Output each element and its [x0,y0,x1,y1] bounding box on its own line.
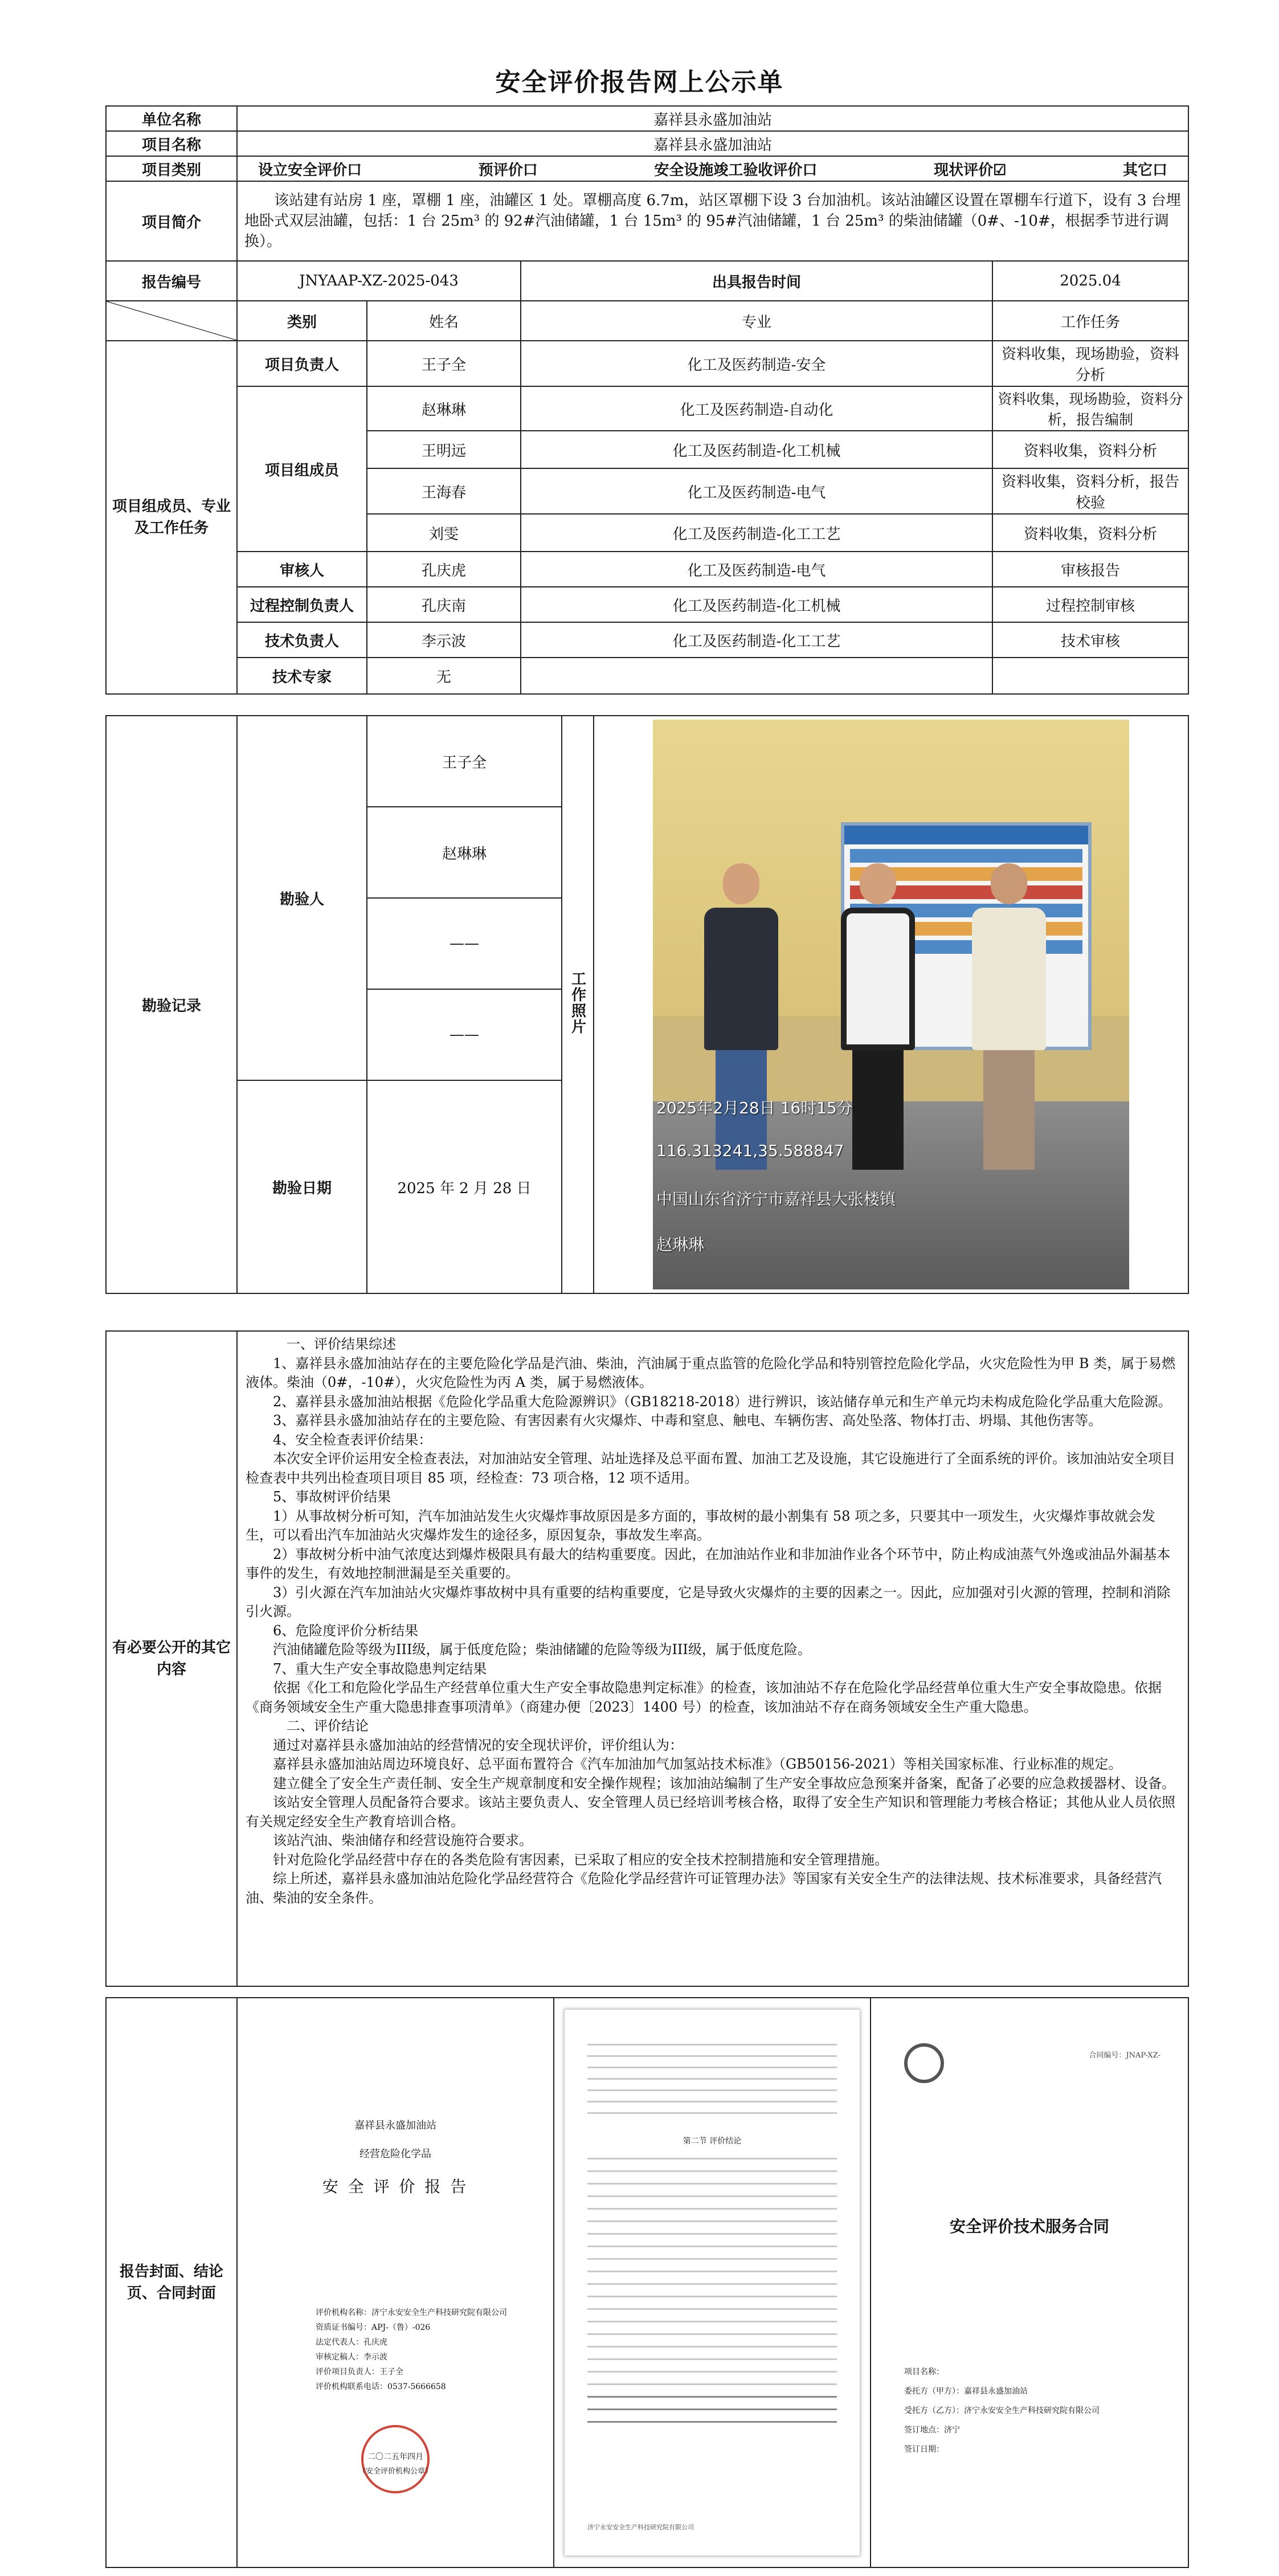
cover-info-line: 资质证书编号：APJ-（鲁）-026 [316,2323,431,2332]
survey-date: 2025 年 2 月 28 日 [367,1080,562,1293]
surveyor-name: —— [367,898,562,989]
survey-section-label: 勘验记录 [106,716,237,1293]
contract-field: 签订日期： [904,2445,944,2454]
project-intro: 该站建有站房 1 座，罩棚 1 座，油罐区 1 处。罩棚高度 6.7m，站区罩棚下设 3 台加油机。该站油罐区设置在罩棚车行道下，设有 3 台埋地卧式双层油罐，包括：1 台 25m³ 的 92#汽油储罐，1 台 15m³ 的 95#汽油储罐，1 台 25m³ 的柴油储罐（0#、-10#，根据季节进行调换）。 [237,181,1188,261]
survey-table [105,715,1189,1294]
cover-info-line: 审核定稿人：李示波 [316,2353,387,2362]
unit-name-label: 单位名称 [106,106,237,131]
member-task: 过程控制审核 [992,587,1188,622]
disclosure-paragraph: 汽油储罐危险等级为III级，属于低度危险；柴油储罐的危险等级为III级，属于低度危险。 [273,1642,811,1658]
member-name: 王明远 [367,431,521,468]
disclosure-content [237,1331,1188,1986]
disclosure-paragraph: 1、嘉祥县永盛加油站存在的主要危险化学品是汽油、柴油，汽油属于重点监管的危险化学品和特别管控危险化学品，火灾危险性为甲 B 类，属于易燃液体。柴油（0#，-10#），火灾危险性为丙 A 类，属于易燃液体。 [246,1355,1176,1390]
issue-time: 2025.04 [992,261,1188,301]
member-major: 化工及医药制造-化工工艺 [521,514,992,552]
member-category: 过程控制负责人 [237,587,367,622]
contract-field: 委托方（甲方）：嘉祥县永盛加油站 [904,2387,1028,2396]
disclosure-paragraph: 建立健全了安全生产责任制、安全生产规章制度和安全操作规程；该加油站编制了生产安全事故应急预案并备案，配备了必要的应急救援器材、设备。 [273,1775,1175,1791]
member-name: 王海春 [367,468,521,514]
contract-cover-page [881,2009,1178,2556]
cover-sub: 经营危险化学品 [359,2148,431,2160]
member-task: 资料收集，资料分析，报告校验 [992,468,1188,514]
member-name: 孔庆虎 [367,552,521,587]
photo-label-cell [562,716,594,1293]
header-category: 类别 [237,301,367,341]
member-category: 审核人 [237,552,367,587]
photo-stamp-coords: 116.313241,35.588847 [656,1141,844,1160]
disclosure-heading: 一、评价结果综述 [287,1336,396,1352]
photo-cell [594,716,1188,1293]
member-category: 技术负责人 [237,622,367,658]
cover-info-line: 评价机构名称：济宁永安安全生产科技研究院有限公司 [316,2308,507,2317]
member-name: 刘雯 [367,514,521,552]
report-no: JNYAAP-XZ-2025-043 [237,261,521,301]
contract-no: 合同编号：JNAP-XZ- [1089,2051,1161,2060]
report-cover-cell [237,1998,554,2567]
work-photo [653,720,1129,1289]
photo-stamp-datetime: 2025年2月28日 16时15分 [656,1099,853,1117]
member-name: 李示波 [367,622,521,658]
cover-title: 安 全 评 价 报 告 [322,2177,469,2196]
member-major: 化工及医药制造-电气 [521,552,992,587]
disclosure-table [105,1330,1189,1987]
surveyor-label: 勘验人 [237,716,367,1080]
type-option-other: 其它口 [1123,161,1168,179]
disclosure-paragraph: 5、事故树评价结果 [273,1489,391,1505]
info-table [105,105,1189,695]
page-title: 安全评价报告网上公示单 [495,68,784,97]
member-task: 资料收集，资料分析 [992,431,1188,468]
type-option-establish: 设立安全评价口 [258,161,362,179]
conclusion-footer: 济宁永安安全生产科技研究院有限公司 [587,2524,694,2531]
member-name: 无 [367,658,521,694]
disclosure-paragraph: 针对危险化学品经营中存在的各类危险有害因素，已采取了相应的安全技术控制措施和安全管理措施。 [273,1851,888,1868]
contract-field: 签订地点：济宁 [904,2426,960,2435]
surveyor-name: 赵琳琳 [367,807,562,898]
company-logo [904,2043,944,2083]
disclosure-paragraph: 嘉祥县永盛加油站周边环境良好、总平面布置符合《汽车加油加气加氢站技术标准》（GB50156-2021）等相关国家标准、行业标准的规定。 [273,1756,1122,1772]
project-name-label: 项目名称 [106,131,237,156]
project-type-options [237,156,1188,181]
person-figure [841,863,915,1170]
contract-field: 受托方（乙方）：济宁永安安全生产科技研究院有限公司 [904,2406,1100,2415]
member-major: 化工及医药制造-安全 [521,341,992,386]
contract-fields [904,2362,1100,2459]
disclosure-paragraph: 7、重大生产安全事故隐患判定结果 [273,1660,487,1677]
member-task: 资料收集，现场勘验，资料分析 [992,341,1188,386]
member-major [521,658,992,694]
cover-unit: 嘉祥县永盛加油站 [354,2120,436,2132]
disclosure-paragraph: 该站安全管理人员配备符合要求。该站主要负责人、安全管理人员已经培训考核合格，取得了安全生产知识和管理能力考核合格证；其他从业人员依照有关规定经安全生产教育培训合格。 [246,1794,1175,1830]
report-no-label: 报告编号 [106,261,237,301]
disclosure-paragraph: 通过对嘉祥县永盛加油站的经营情况的安全现状评价，评价组认为： [273,1737,683,1753]
conclusion-page-cell [554,1998,871,2567]
unit-name: 嘉祥县永盛加油站 [237,106,1188,131]
member-name: 王子全 [367,341,521,386]
member-task: 审核报告 [992,552,1188,587]
disclosure-paragraph: 依据《化工和危险化学品生产经营单位重大生产安全事故隐患判定标准》的检查，该加油站不存在危险化学品经营单位重大生产安全事故隐患。依据《商务领域安全生产重大隐患排查事项清单》（商建办便〔2023〕1400 号）的检查，该加油站不存在商务领域安全生产重大隐患。 [246,1680,1162,1715]
cover-date: 二〇二五年四月 [367,2452,423,2461]
report-cover-page [247,2009,544,2556]
disclosure-section-label: 有必要公开的其它内容 [106,1331,237,1986]
photo-label: 工作照片 [569,970,586,1035]
member-category: 项目组成员 [237,386,367,552]
project-name: 嘉祥县永盛加油站 [237,131,1188,156]
cover-info [316,2305,507,2394]
members-section-label: 项目组成员、专业及工作任务 [106,341,237,694]
disclosure-paragraph: 综上所述，嘉祥县永盛加油站危险化学品经营符合《危险化学品经营许可证管理办法》等国家有关安全生产的法律法规、技术标准要求，具备经营汽油、柴油的安全条件。 [246,1871,1162,1906]
disclosure-paragraph: 4、安全检查表评价结果： [273,1431,432,1448]
header-major: 专业 [521,301,992,341]
member-category: 技术专家 [237,658,367,694]
member-task [992,658,1188,694]
intro-label: 项目简介 [106,181,237,261]
surveyor-name: —— [367,989,562,1080]
conclusion-heading: 第二节 评价结论 [683,2137,742,2146]
disclosure-paragraph: 3）引火源在汽车加油站火灾爆炸事故树中具有重要的结构重要度，它是导致火灾爆炸的主要的因素之一。因此，应加强对引火源的管理，控制和消除引火源。 [246,1584,1171,1619]
type-option-current: 现状评价☑ [934,161,1007,179]
member-name: 孔庆南 [367,587,521,622]
member-major: 化工及医药制造-化工机械 [521,587,992,622]
surveyor-name: 王子全 [367,716,562,807]
type-option-pre: 预评价口 [478,161,538,179]
header-name: 姓名 [367,301,521,341]
member-major: 化工及医药制造-化工工艺 [521,622,992,658]
cover-seal-text: （安全评价机构公章） [358,2467,432,2476]
cover-info-line: 评价项目负责人：王子全 [316,2367,403,2377]
survey-date-label: 勘验日期 [237,1080,367,1293]
person-figure [972,863,1046,1170]
cover-section-label: 报告封面、结论页、合同封面 [106,1998,237,2567]
cover-info-line: 法定代表人：孔庆虎 [316,2338,387,2347]
disclosure-paragraph: 2、嘉祥县永盛加油站根据《危险化学品重大危险源辨识》（GB18218-2018）进行辨识，该站储存单元和生产单元均未构成危险化学品重大危险源。 [273,1393,1172,1410]
disclosure-paragraph: 6、危险度评价分析结果 [273,1622,419,1639]
member-major: 化工及医药制造-电气 [521,468,992,514]
photo-stamp-operator: 赵琳琳 [656,1235,705,1254]
project-type-label: 项目类别 [106,156,237,181]
disclosure-paragraph: 3、嘉祥县永盛加油站存在的主要危险、有害因素有火灾爆炸、中毒和窒息、触电、车辆伤害、高处坠落、物体打击、坍塌、其他伤害等。 [273,1412,1102,1428]
conclusion-page [564,2009,860,2556]
member-major: 化工及医药制造-自动化 [521,386,992,431]
disclosure-paragraph: 本次安全评价运用安全检查表法，对加油站安全管理、站址选择及总平面布置、加油工艺及设施，其它设施进行了全面系统的评价。该加油站安全项目检查表中共列出检查项目项目 85 项，经检查：73 项合格，12 项不适用。 [246,1451,1175,1486]
member-task: 技术审核 [992,622,1188,658]
disclosure-paragraph: 该站汽油、柴油储存和经营设施符合要求。 [273,1832,533,1848]
issue-time-label: 出具报告时间 [521,261,992,301]
header-task: 工作任务 [992,301,1188,341]
diagonal-header-cell [106,301,237,341]
member-name: 赵琳琳 [367,386,521,431]
member-task: 资料收集，现场勘验，资料分析，报告编制 [992,386,1188,431]
person-figure [704,863,778,1170]
photo-stamp-location: 中国山东省济宁市嘉祥县大张楼镇 [656,1190,896,1209]
member-major: 化工及医药制造-化工机械 [521,431,992,468]
type-option-acceptance: 安全设施竣工验收评价口 [654,161,818,179]
disclosure-paragraph: 2）事故树分析中油气浓度达到爆炸极限具有最大的结构重要度。因此，在加油站作业和非加油作业各个环节中，防止构成油蒸气外逸或油品外漏基本事件的发生，有效地控制泄漏是至关重要的。 [246,1546,1171,1581]
contract-title: 安全评价技术服务合同 [949,2217,1109,2236]
contract-cover-cell [871,1998,1188,2567]
contract-field: 项目名称： [904,2367,944,2377]
cover-info-line: 评价机构联系电话：0537-5666658 [316,2382,446,2391]
member-task: 资料收集，资料分析 [992,514,1188,552]
cover-table [105,1997,1189,2568]
disclosure-paragraph: 1）从事故树分析可知，汽车加油站发生火灾爆炸事故原因是多方面的，事故树的最小割集有 58 项之多，只要其中一项发生，火灾爆炸事故就会发生，可以看出汽车加油站火灾爆炸发生的途径多，原因复杂，事故发生率高。 [246,1508,1156,1543]
disclosure-heading: 二、评价结论 [287,1718,369,1734]
member-category: 项目负责人 [237,341,367,386]
